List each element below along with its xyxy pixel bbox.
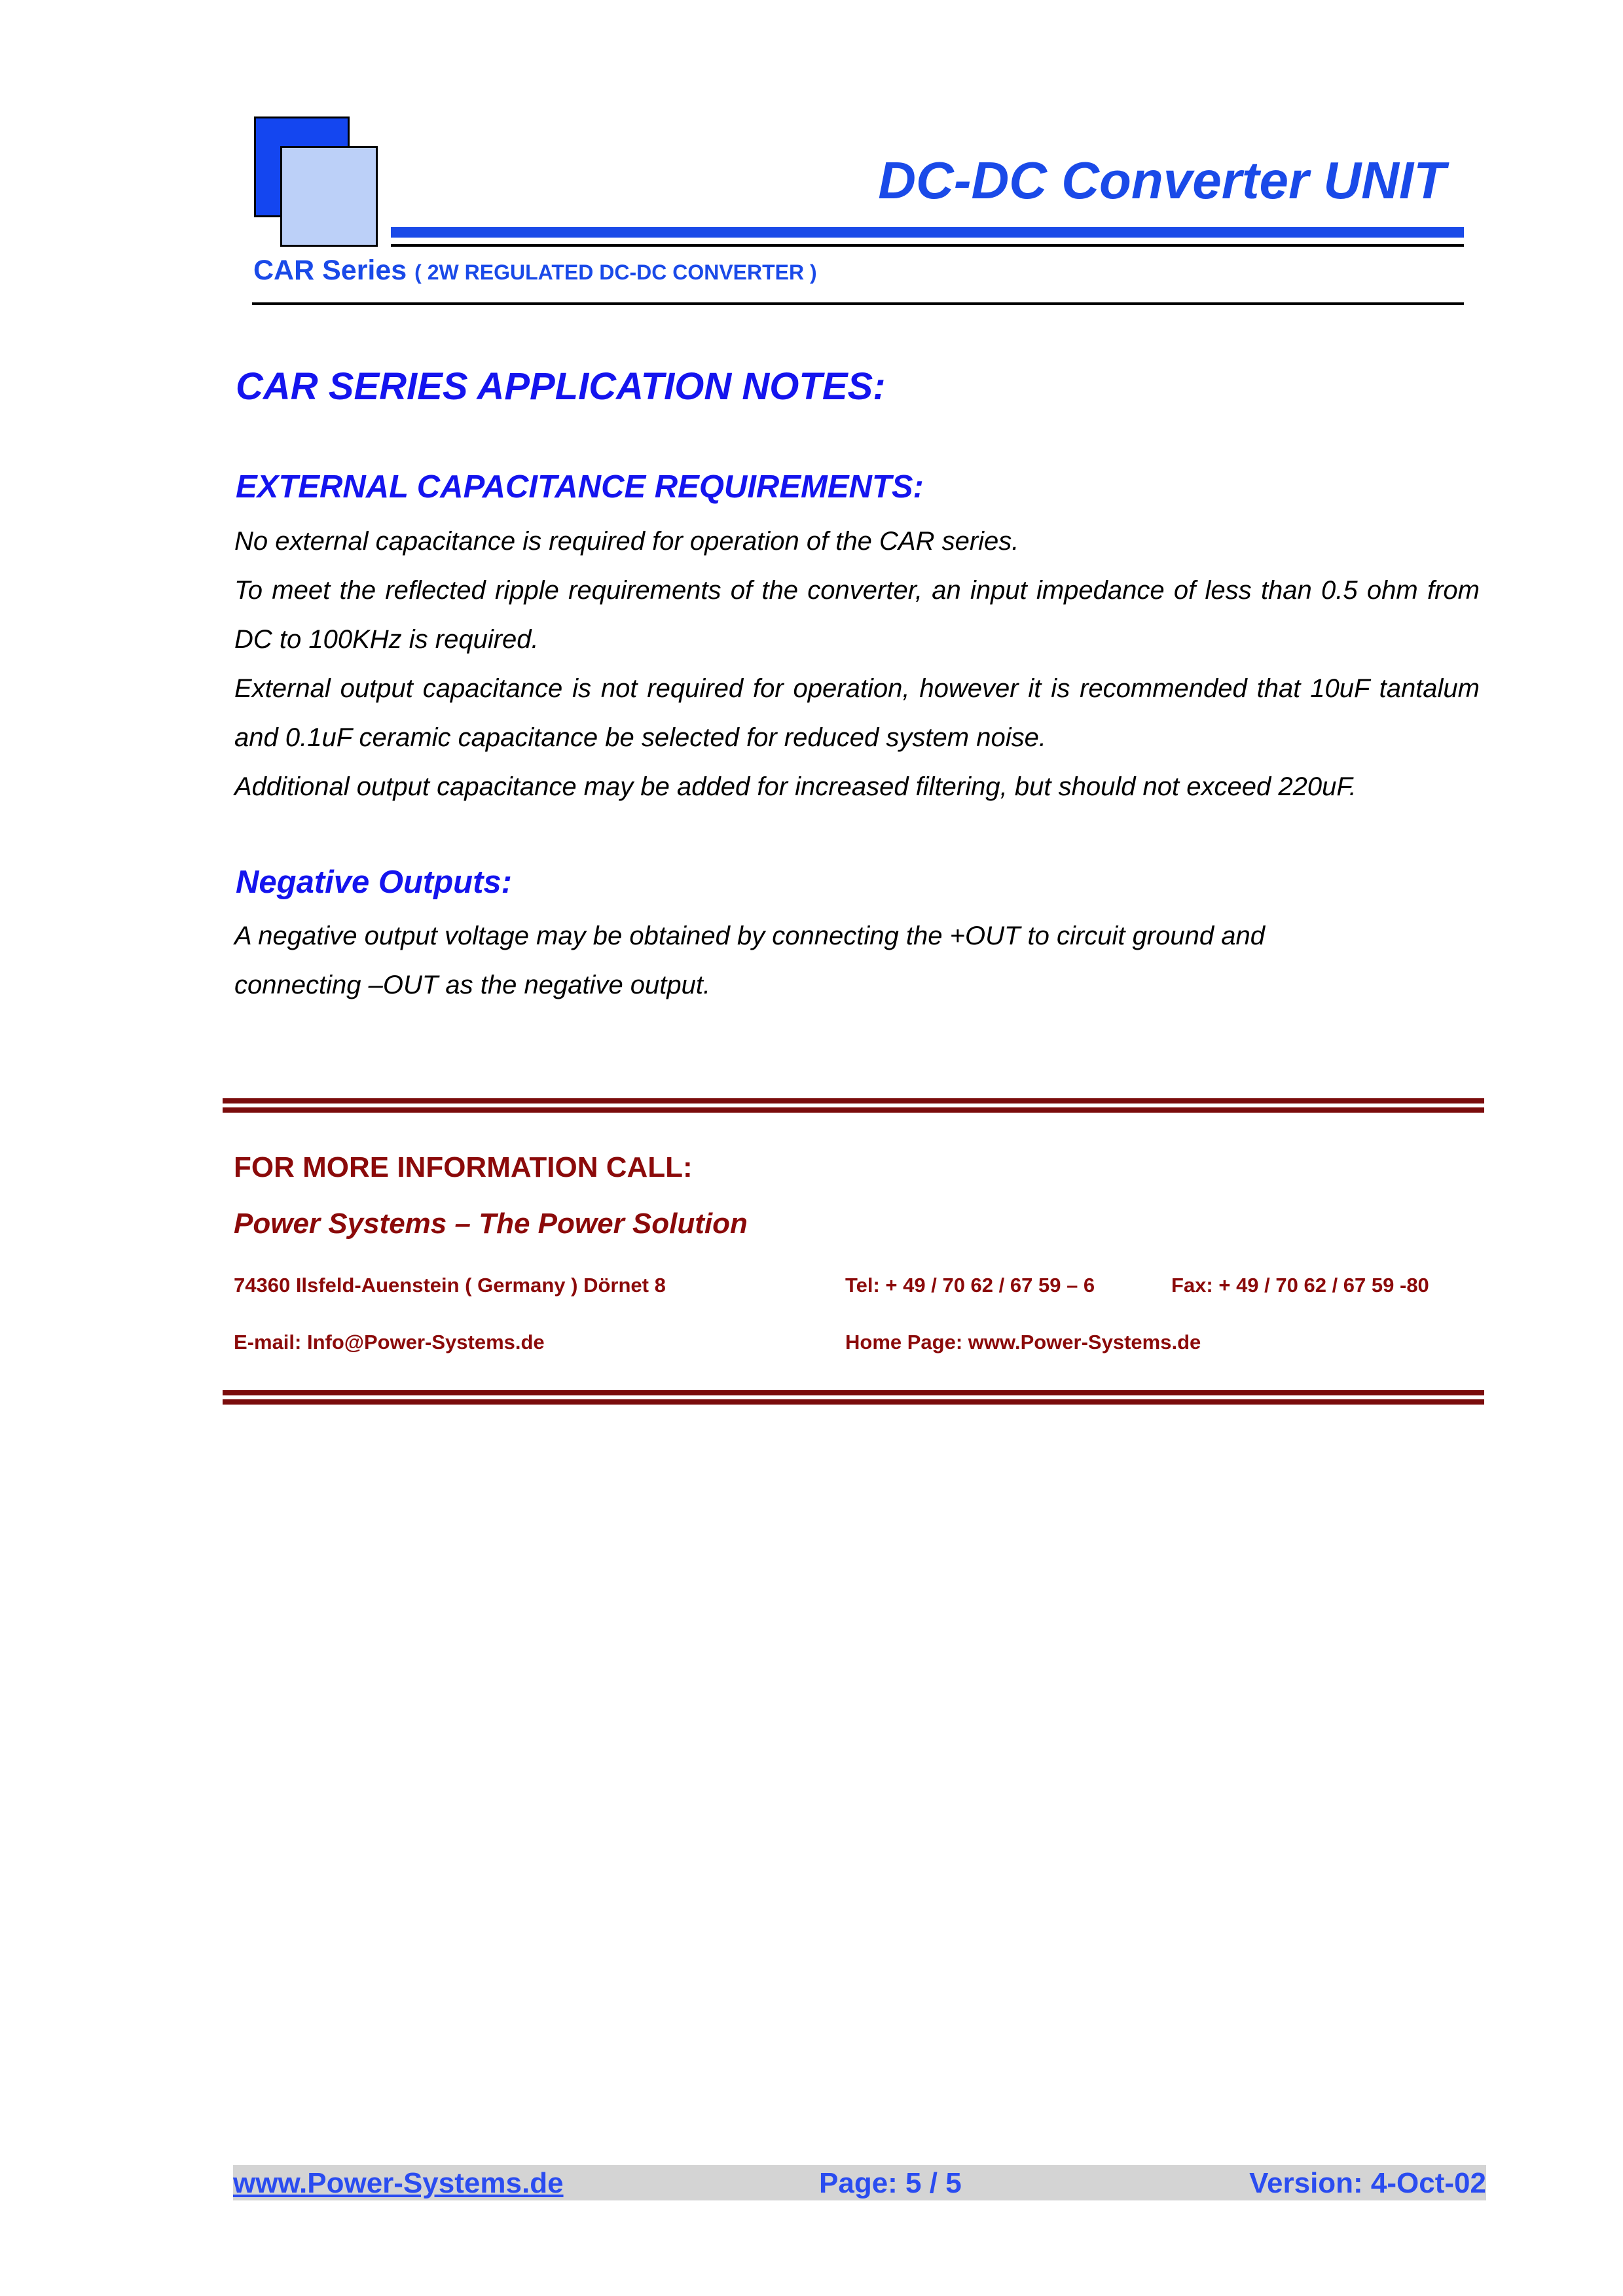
series-line	[253, 257, 817, 285]
contact-top-rule-2	[223, 1107, 1484, 1113]
paragraph: A negative output voltage may be obtained by connecting the +OUT to circuit ground and	[234, 922, 1265, 950]
contact-bottom-rule	[223, 1390, 1484, 1395]
contact-top-rule	[223, 1098, 1484, 1103]
paragraph: connecting –OUT as the negative output.	[234, 971, 711, 999]
contact-bottom-rule-2	[223, 1399, 1484, 1405]
logo-light-square	[280, 146, 378, 247]
fax: Fax: + 49 / 70 62 / 67 59 -80	[1171, 1274, 1429, 1297]
series-subtitle: ( 2W REGULATED DC-DC CONVERTER )	[414, 260, 817, 284]
document-title: DC-DC Converter UNIT	[878, 151, 1446, 209]
header-blue-bar	[391, 227, 1464, 238]
address: 74360 Ilsfeld-Auenstein ( Germany ) Dörnet 8	[234, 1274, 666, 1297]
section-title-capacitance: EXTERNAL CAPACITANCE REQUIREMENTS:	[236, 469, 924, 505]
email[interactable]: E-mail: Info@Power-Systems.de	[234, 1331, 545, 1354]
company-tagline: Power Systems – The Power Solution	[234, 1208, 748, 1240]
header-divider	[391, 244, 1464, 247]
telephone: Tel: + 49 / 70 62 / 67 59 – 6	[845, 1274, 1095, 1297]
paragraph: External output capacitance is not required for operation, however it is recommended that 10uF tantalum and 0.1uF ceramic capacitance be selected for reduced system noise.	[234, 674, 1480, 752]
page-footer	[233, 2165, 1486, 2200]
paragraph: Additional output capacitance may be added for increased filtering, but should not exceed 220uF.	[234, 772, 1357, 801]
page-number: Page: 5 / 5	[819, 2167, 962, 2199]
section-body-capacitance	[234, 517, 1480, 812]
section-title-negative: Negative Outputs:	[236, 865, 512, 900]
section-body-negative	[234, 912, 1480, 1010]
paragraph: To meet the reflected ripple requirements of the converter, an input impedance of less than 0.5 ohm from DC to 100KHz is required.	[234, 576, 1480, 654]
page-heading: CAR SERIES APPLICATION NOTES:	[236, 365, 886, 408]
contact-heading: FOR MORE INFORMATION CALL:	[234, 1151, 693, 1183]
series-name: CAR Series	[253, 255, 407, 286]
header-bottom-rule	[252, 302, 1464, 305]
website-link[interactable]: www.Power-Systems.de	[233, 2167, 564, 2199]
version: Version: 4-Oct-02	[1249, 2167, 1486, 2199]
homepage[interactable]: Home Page: www.Power-Systems.de	[845, 1331, 1201, 1354]
paragraph: No external capacitance is required for operation of the CAR series.	[234, 527, 1019, 556]
